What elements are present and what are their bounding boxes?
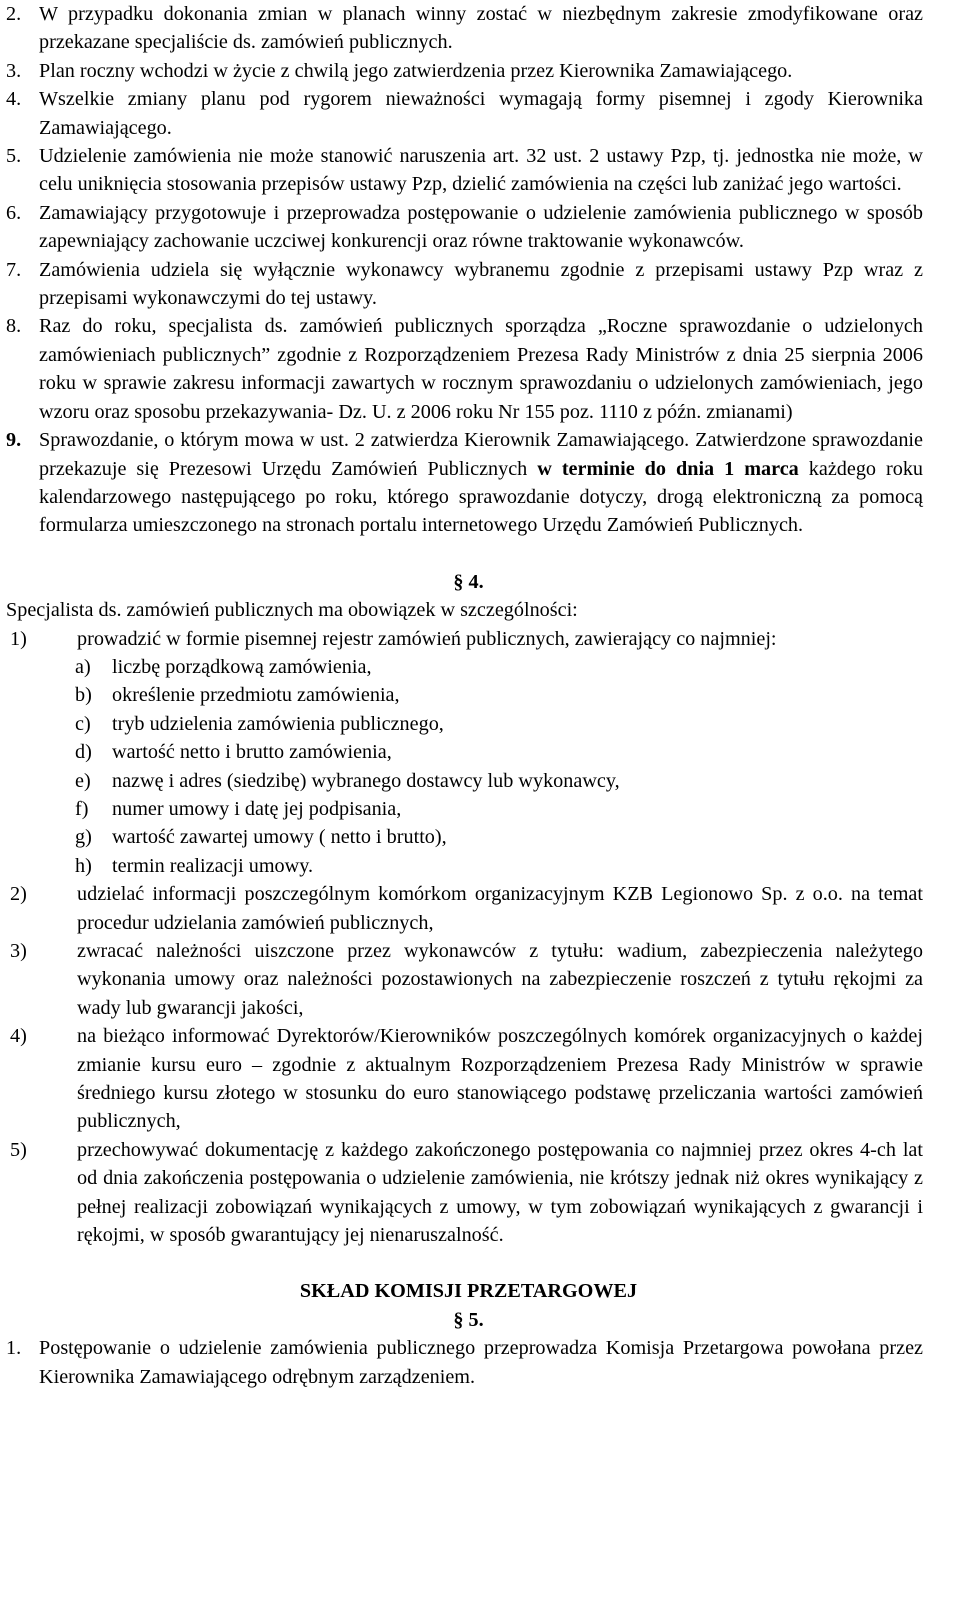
list-item — [6, 312, 923, 426]
section-heading: SKŁAD KOMISJI PRZETARGOWEJ — [299, 1280, 638, 1303]
item-number: 4) — [10, 1025, 27, 1048]
item-text: numer umowy i datę jej podpisania, — [112, 797, 402, 820]
item-text: wartość zawartej umowy ( netto i brutto), — [112, 826, 447, 849]
item-letter: e) — [75, 769, 91, 792]
list-item — [6, 426, 923, 540]
list-item — [6, 1022, 923, 1136]
item-number: 6. — [6, 201, 22, 224]
item-number: 2) — [10, 883, 27, 906]
item-text: liczbę porządkową zamówienia, — [112, 655, 372, 678]
item-letter: a) — [75, 655, 91, 678]
list-item — [75, 823, 875, 851]
item-letter: h) — [75, 854, 92, 877]
deadline-emphasis: w terminie do dnia 1 marca — [537, 457, 799, 480]
item-text: Zamówienia udziela się wyłącznie wykonawcy wybranemu zgodnie z przepisami ustawy Pzp wraz z przepisami wykonawczymi do tej ustawy. — [39, 258, 923, 310]
duties-list — [0, 625, 960, 1250]
item-text: przechowywać dokumentację z każdego zakończonego postępowania co najmniej przez okres 4-ch lat od dnia zakończenia postępowania o udzielenie zamówienia, nie krótszy jednak niż okres wynikający z pełnej realizacji zobowiązań wynikających z umowy, w tym zobowiązań wynikających z gwarancji i rękojmi, w sposób gwarantujący jej nienaruszalność. — [77, 1138, 923, 1247]
list-item — [6, 937, 923, 1022]
section-title: § 5. — [453, 1308, 484, 1331]
item-letter: d) — [75, 741, 92, 764]
item-text: Wszelkie zmiany planu pod rygorem nieważności wymagają formy pisemnej i zgody Kierownika Zamawiającego. — [39, 88, 923, 139]
item-text: Raz do roku, specjalista ds. zamówień publicznych sporządza „Roczne sprawozdanie o udzielonych zamówieniach publicznych” zgodnie z Rozporządzeniem Prezesa Rady Ministrów z dnia 25 sierpnia 2006 roku w sprawie zakresu informacji zawartych w rocznym sprawozdaniu o udzielonych zamówieniach, jego wzoru oraz sposobu przekazywania- Dz. U. z 2006 roku Nr 155 poz. 1110 z późn. zmianami) — [39, 315, 923, 423]
item-text — [39, 426, 923, 540]
item-number: 5. — [6, 145, 22, 168]
item-letter: f) — [75, 797, 89, 820]
list-item — [6, 625, 923, 653]
list-item — [6, 256, 923, 313]
item-text: Udzielenie zamówienia nie może stanowić naruszenia art. 32 ust. 2 ustawy Pzp, tj. jednostka nie może, w celu uniknięcia stosowania przepisów ustawy Pzp, dzielić zamówienia na części lub zaniżać jego wartości. — [39, 145, 923, 196]
list-item — [75, 767, 875, 795]
list-item — [75, 653, 875, 681]
item-number: 4. — [6, 88, 22, 111]
list-item — [6, 1334, 923, 1391]
item-text: określenie przedmiotu zamówienia, — [112, 684, 400, 707]
list-item — [6, 880, 923, 937]
item-text: prowadzić w formie pisemnej rejestr zamówień publicznych, zawierający co najmniej: — [77, 627, 777, 650]
item-number: 1. — [6, 1337, 22, 1360]
item-text-part: każdego roku kalendarzowego następującego po roku, którego sprawozdanie dotyczy, drogą elektroniczną za pomocą formularza umieszczonego na stronach portalu internetowego Urzędu Zamówień Publicznych. — [39, 457, 924, 537]
item-text: Plan roczny wchodzi w życie z chwilą jego zatwierdzenia przez Kierownika Zamawiającego. — [39, 59, 793, 82]
item-text: W przypadku dokonania zmian w planach winny zostać w niezbędnym zakresie zmodyfikowane oraz przekazane specjaliście ds. zamówień publicznych. — [39, 3, 923, 54]
list-item — [75, 681, 875, 709]
list-item — [75, 852, 875, 880]
list-item — [6, 142, 923, 199]
item-text: zwracać należności uiszczone przez wykonawców z tytułu: wadium, zabezpieczenia należytego wykonania umowy oraz należności pozostawionych na zabezpieczenie roszczeń z tytułu rękojmi za wady lub gwarancji jakości, — [77, 940, 923, 1019]
list-item — [75, 738, 875, 766]
item-text: Zamawiający przygotowuje i przeprowadza postępowanie o udzielenie zamówienia publicznego w sposób zapewniający zachowanie uczciwej konkurencji oraz równe traktowanie wykonawców. — [39, 201, 923, 253]
list-item — [6, 85, 923, 142]
list-item — [6, 199, 923, 256]
register-fields-list — [0, 653, 960, 880]
item-text: na bieżąco informować Dyrektorów/Kierowników poszczególnych komórek organizacyjnych o każdej zmianie kursu euro – zgodnie z aktualnym Rozporządzeniem Prezesa Rady Ministrów w sprawie średniego kursu złotego w stosunku do euro stanowiącego podstawę przeliczania wartości zamówień publicznych, — [77, 1025, 923, 1133]
list-item — [6, 0, 923, 57]
item-letter: b) — [75, 684, 92, 707]
numbered-list-top — [0, 0, 960, 540]
item-letter: c) — [75, 712, 91, 735]
item-text: termin realizacji umowy. — [112, 854, 314, 877]
list-item — [6, 57, 923, 85]
item-text: nazwę i adres (siedzibę) wybranego dostawcy lub wykonawcy, — [112, 769, 620, 792]
item-number: 3. — [6, 59, 22, 82]
item-text: wartość netto i brutto zamówienia, — [112, 741, 392, 764]
item-number: 9. — [6, 429, 22, 452]
section-intro: Specjalista ds. zamówień publicznych ma obowiązek w szczególności: — [6, 599, 578, 622]
list-item — [75, 710, 875, 738]
list-item — [75, 795, 875, 823]
item-text: udzielać informacji poszczególnym komórkom organizacyjnym KZB Legionowo Sp. z o.o. na temat procedur udzielania zamówień publicznych, — [77, 883, 923, 934]
item-number: 5) — [10, 1138, 27, 1161]
item-number: 2. — [6, 3, 22, 25]
item-text-part: Sprawozdanie, o którym mowa w ust. 2 zatwierdza Kierownik Zamawiającego. Zatwierdzone sprawozdanie przekazuje się Prezesowi Urzędu Zamówień Publicznych — [39, 429, 923, 480]
item-text: Postępowanie o udzielenie zamówienia publicznego przeprowadza Komisja Przetargowa powołana przez Kierownika Zamawiającego odrębnym zarządzeniem. — [39, 1337, 923, 1388]
item-number: 7. — [6, 258, 22, 281]
item-number: 1) — [10, 627, 27, 650]
item-text: tryb udzielenia zamówienia publicznego, — [112, 712, 444, 735]
item-letter: g) — [75, 826, 92, 849]
section-title: § 4. — [453, 570, 484, 593]
list-item — [6, 1136, 923, 1250]
item-number: 8. — [6, 315, 22, 338]
item-number: 3) — [10, 940, 27, 962]
